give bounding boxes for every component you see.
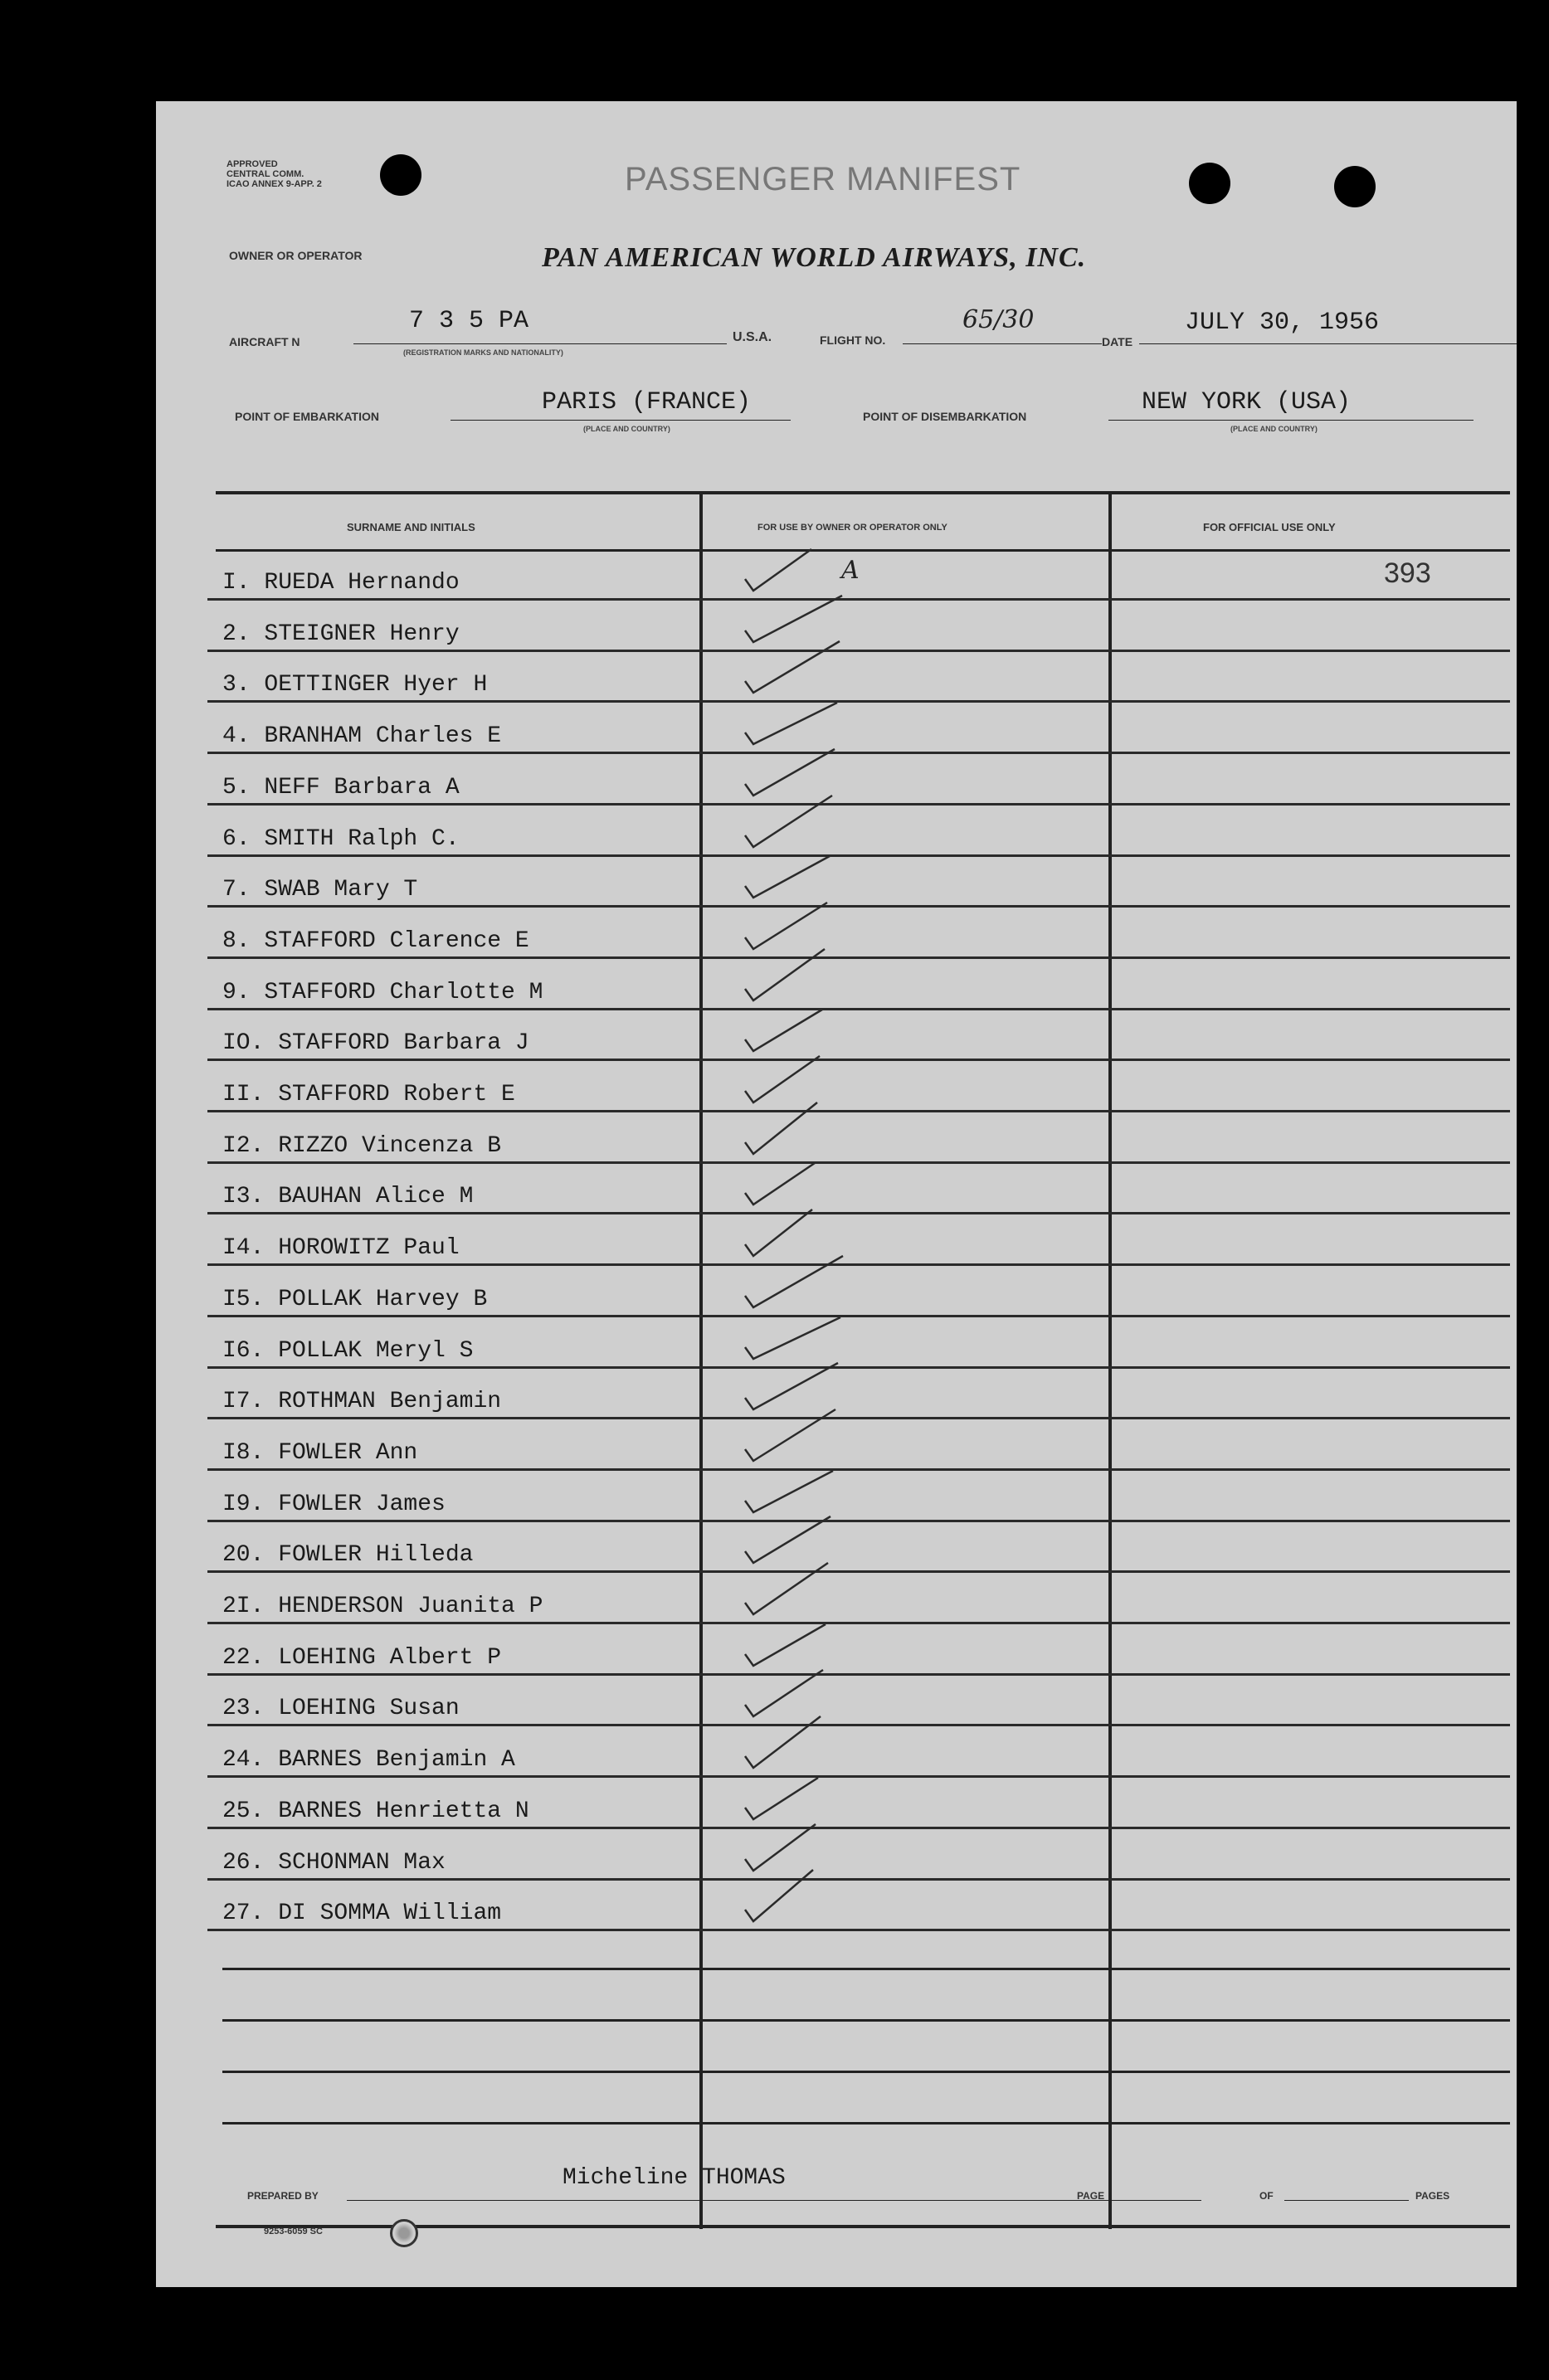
checkmark-stroke: [745, 703, 837, 744]
passenger-name: I8. FOWLER Ann: [222, 1439, 418, 1466]
checkmark-stroke: [745, 796, 832, 847]
passenger-row: [207, 1624, 1510, 1676]
checkmark-stroke: [745, 1716, 821, 1768]
passenger-name: 2I. HENDERSON Juanita P: [222, 1594, 543, 1619]
passenger-row: [207, 856, 1510, 908]
passenger-name: I. RUEDA Hernando: [222, 570, 460, 596]
checkmark-stroke: [745, 1102, 817, 1154]
owner-label: OWNER OR OPERATOR: [229, 249, 363, 262]
passenger-name: II. STAFFORD Robert E: [222, 1082, 515, 1107]
of-underline: [1284, 2200, 1409, 2201]
passenger-row: [207, 1573, 1510, 1624]
passenger-row: [207, 1521, 1510, 1573]
checkmark-stroke: [745, 1056, 820, 1102]
aircraft-value: 7 3 5 PA: [409, 307, 529, 335]
checkmark-stroke: [745, 1163, 815, 1205]
checkmark-stroke: [745, 641, 840, 693]
checkmark-stroke: [745, 1624, 826, 1666]
aircraft-underline: [353, 343, 727, 344]
passenger-row: [207, 1112, 1510, 1164]
passenger-row: [207, 1829, 1510, 1881]
passenger-name: 3. OETTINGER Hyer H: [222, 672, 488, 698]
checkmark-stroke: [745, 749, 835, 796]
embarkation-value: PARIS (FRANCE): [542, 388, 752, 416]
approval-note: APPROVED CENTRAL COMM. ICAO ANNEX 9-APP. 2: [227, 159, 322, 189]
passenger-name: I6. POLLAK Meryl S: [222, 1337, 474, 1364]
passenger-row: [207, 754, 1510, 806]
passenger-row: [207, 1010, 1510, 1061]
passenger-name: 5. NEFF Barbara A: [222, 774, 460, 801]
passenger-row: [207, 703, 1510, 754]
aircraft-label: AIRCRAFT N: [229, 335, 300, 348]
disembarkation-label: POINT OF DISEMBARKATION: [863, 410, 1027, 423]
passenger-name: I3. BAUHAN Alice M: [222, 1184, 474, 1210]
checkmark-stroke: [745, 549, 811, 591]
passenger-name: 20. FOWLER Hilleda: [222, 1542, 474, 1569]
checkmark-stroke: [745, 1563, 828, 1614]
passenger-row: [207, 1368, 1510, 1419]
passenger-row: [207, 1214, 1510, 1266]
punch-hole-middle: [1189, 163, 1230, 204]
flight-underline: [903, 343, 1102, 344]
passenger-name: 2. STEIGNER Henry: [222, 621, 460, 647]
passenger-name: 8. STAFFORD Clarence E: [222, 927, 529, 954]
passenger-name: 9. STAFFORD Charlotte M: [222, 979, 543, 1005]
blank-row-line: [222, 2122, 1510, 2124]
passenger-name: 24. BARNES Benjamin A: [222, 1747, 515, 1774]
checkmark-stroke: [745, 903, 827, 949]
official-mark: 393: [1384, 557, 1431, 589]
passenger-row: [207, 1471, 1510, 1522]
passenger-row: [207, 1061, 1510, 1112]
disembarkation-underline: [1108, 420, 1473, 421]
passenger-name: I5. POLLAK Harvey B: [222, 1286, 488, 1312]
passenger-row: [207, 549, 1510, 601]
passenger-name: I9. FOWLER James: [222, 1491, 446, 1517]
passenger-name: I2. RIZZO Vincenza B: [222, 1132, 502, 1159]
table-top-border: [216, 491, 1510, 494]
blank-row-line: [222, 2019, 1510, 2022]
passenger-name: I7. ROTHMAN Benjamin: [222, 1389, 502, 1415]
checkmark-stroke: [745, 596, 842, 642]
prepared-by-underline: [347, 2200, 1201, 2201]
column-header-official: FOR OFFICIAL USE ONLY: [1203, 521, 1336, 533]
passenger-row: [207, 601, 1510, 652]
manifest-sheet: [156, 101, 1517, 2287]
passenger-name: 25. BARNES Henrietta N: [222, 1798, 529, 1824]
checkmark-stroke: [745, 1870, 813, 1921]
checkmark-stroke: [745, 949, 825, 1000]
blank-row-line: [222, 2071, 1510, 2073]
checkmark-stroke: [745, 1010, 822, 1051]
passenger-row: [207, 1726, 1510, 1778]
checkmark-icon: [738, 1867, 855, 1933]
passenger-name: 6. SMITH Ralph C.: [222, 825, 460, 852]
passenger-name: IO. STAFFORD Barbara J: [222, 1030, 529, 1057]
registration-note: (REGISTRATION MARKS AND NATIONALITY): [403, 348, 563, 357]
passenger-row: [207, 1880, 1510, 1931]
embarkation-underline: [451, 420, 791, 421]
of-label: OF: [1259, 2190, 1274, 2202]
passenger-row: [207, 1163, 1510, 1214]
passenger-name: 27. DI SOMMA William: [222, 1901, 502, 1927]
passenger-row: [207, 1266, 1510, 1317]
passenger-row: [207, 806, 1510, 857]
prepared-by-value: Micheline THOMAS: [563, 2165, 786, 2191]
column-header-operator: FOR USE BY OWNER OR OPERATOR ONLY: [757, 523, 947, 533]
union-label-stamp-icon: [390, 2219, 418, 2247]
blank-row-line: [222, 1968, 1510, 1970]
checkmark-stroke: [745, 1824, 816, 1871]
passenger-name: 23. LOEHING Susan: [222, 1696, 460, 1722]
passenger-name: 22. LOEHING Albert P: [222, 1644, 502, 1671]
date-label: DATE: [1102, 335, 1133, 348]
punch-hole-left: [380, 154, 421, 196]
passenger-name: 7. SWAB Mary T: [222, 877, 418, 903]
prepared-by-label: PREPARED BY: [247, 2190, 319, 2202]
checkmark-stroke: [745, 856, 830, 898]
checkmark-stroke: [745, 1209, 812, 1256]
passenger-name: 4. BRANHAM Charles E: [222, 723, 502, 750]
operator-mark: A: [841, 556, 860, 585]
passenger-row: [207, 1317, 1510, 1369]
flight-label: FLIGHT NO.: [820, 333, 886, 347]
punch-hole-right: [1334, 166, 1376, 207]
passenger-name: I4. HOROWITZ Paul: [222, 1235, 460, 1262]
checkmark-stroke: [745, 1256, 843, 1307]
flight-number: 65/30: [962, 305, 1035, 334]
pages-label: PAGES: [1415, 2190, 1450, 2202]
checkmark-stroke: [745, 1471, 833, 1512]
form-code: 9253-6059 SC: [264, 2227, 323, 2236]
page-label: PAGE: [1077, 2190, 1105, 2202]
passenger-row: [207, 1675, 1510, 1726]
checkmark-stroke: [745, 1670, 823, 1716]
date-value: JULY 30, 1956: [1185, 309, 1380, 337]
disembarkation-value: NEW YORK (USA): [1142, 388, 1352, 416]
date-underline: [1139, 343, 1517, 344]
checkmark-stroke: [745, 1778, 818, 1819]
passenger-row: [207, 908, 1510, 959]
checkmark-stroke: [745, 1409, 835, 1461]
passenger-row: [207, 959, 1510, 1010]
row-line: [207, 1929, 1510, 1931]
embarkation-note: (PLACE AND COUNTRY): [583, 425, 670, 433]
airline-name: PAN AMERICAN WORLD AIRWAYS, INC.: [542, 242, 1087, 273]
passenger-row: [207, 1419, 1510, 1471]
checkmark-stroke: [745, 1363, 838, 1409]
column-header-surname: SURNAME AND INITIALS: [347, 521, 475, 533]
checkmark-stroke: [745, 1317, 840, 1359]
embarkation-label: POINT OF EMBARKATION: [235, 410, 379, 423]
passenger-row: [207, 1778, 1510, 1829]
passenger-row: [207, 651, 1510, 703]
form-title: PASSENGER MANIFEST: [625, 161, 1021, 197]
passenger-name: 26. SCHONMAN Max: [222, 1849, 446, 1876]
country-label: U.S.A.: [733, 330, 772, 344]
disembarkation-note: (PLACE AND COUNTRY): [1230, 425, 1318, 433]
checkmark-stroke: [745, 1516, 831, 1563]
